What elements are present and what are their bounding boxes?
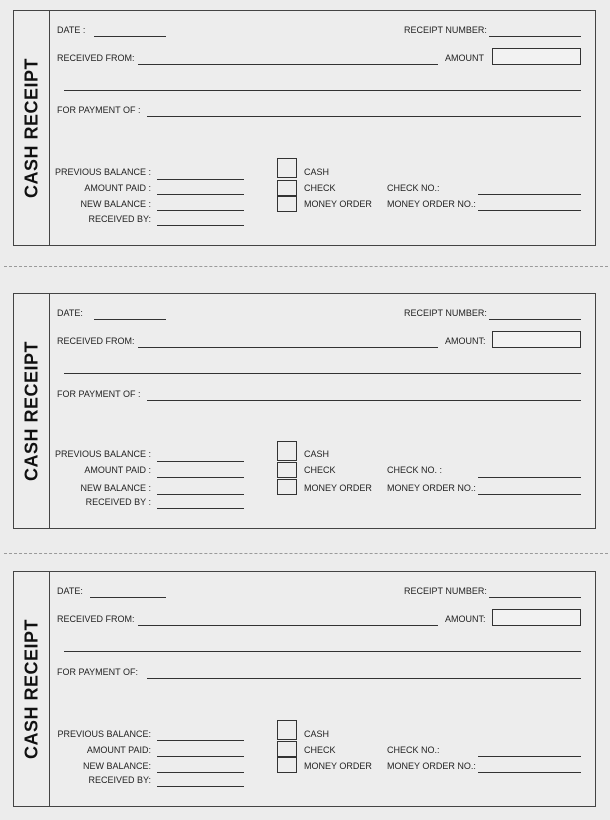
receipt-number-label: RECEIPT NUMBER: xyxy=(404,25,487,35)
previous-balance-field[interactable] xyxy=(157,461,244,462)
amount-box[interactable] xyxy=(492,609,581,626)
amount-label: AMOUNT: xyxy=(445,614,486,624)
receipt-side-panel xyxy=(14,572,50,806)
money-order-no-label: MONEY ORDER NO.: xyxy=(387,761,476,771)
money-order-label: MONEY ORDER xyxy=(304,761,372,771)
check-checkbox[interactable] xyxy=(277,180,297,196)
money-order-checkbox[interactable] xyxy=(277,196,297,212)
date-label: DATE: xyxy=(57,308,83,318)
cash-checkbox[interactable] xyxy=(277,720,297,740)
for-payment-of-label: FOR PAYMENT OF : xyxy=(57,389,141,399)
money-order-label: MONEY ORDER xyxy=(304,199,372,209)
received-by-field[interactable] xyxy=(157,786,244,787)
cash-label: CASH xyxy=(304,449,330,459)
amount-label: AMOUNT xyxy=(445,53,484,63)
cash-checkbox[interactable] xyxy=(277,158,297,178)
amount-paid-label: AMOUNT PAID: xyxy=(86,745,151,755)
money-order-checkbox[interactable] xyxy=(277,479,297,495)
amount-box[interactable] xyxy=(492,331,581,348)
amount-label: AMOUNT: xyxy=(445,336,486,346)
check-no-field[interactable] xyxy=(478,756,581,757)
receipt-title: CASH RECEIPT xyxy=(21,340,42,482)
received-from-field[interactable] xyxy=(138,64,438,65)
receipt-number-field[interactable] xyxy=(489,319,581,320)
amount-paid-field[interactable] xyxy=(157,756,244,757)
received-by-label: RECEIVED BY: xyxy=(88,775,151,785)
check-no-label: CHECK NO. : xyxy=(387,465,443,475)
date-field[interactable] xyxy=(90,597,166,598)
money-order-no-field[interactable] xyxy=(478,772,581,773)
money-order-no-field[interactable] xyxy=(478,210,581,211)
check-checkbox[interactable] xyxy=(277,462,297,478)
new-balance-label: NEW BALANCE: xyxy=(82,761,151,771)
received-from-label: RECEIVED FROM: xyxy=(57,53,135,63)
amount-paid-field[interactable] xyxy=(157,194,244,195)
receipt-number-field[interactable] xyxy=(489,597,581,598)
date-label: DATE: xyxy=(57,586,83,596)
date-field[interactable] xyxy=(94,319,166,320)
previous-balance-label: PREVIOUS BALANCE : xyxy=(54,167,151,177)
receipt-number-field[interactable] xyxy=(489,36,581,37)
receipt-side-panel xyxy=(14,11,50,245)
money-order-no-label: MONEY ORDER NO.: xyxy=(387,199,476,209)
new-balance-label: NEW BALANCE : xyxy=(80,483,151,493)
received-by-label: RECEIVED BY : xyxy=(85,497,151,507)
amount-box[interactable] xyxy=(492,48,581,65)
blank-line[interactable] xyxy=(64,90,581,91)
check-label: CHECK xyxy=(304,183,336,193)
previous-balance-label: PREVIOUS BALANCE: xyxy=(57,729,151,739)
received-by-label: RECEIVED BY: xyxy=(88,214,151,224)
new-balance-label: NEW BALANCE : xyxy=(80,199,151,209)
check-no-field[interactable] xyxy=(478,477,581,478)
date-field[interactable] xyxy=(94,36,166,37)
received-from-label: RECEIVED FROM: xyxy=(57,336,135,346)
cash-checkbox[interactable] xyxy=(277,441,297,461)
amount-paid-field[interactable] xyxy=(157,477,244,478)
received-from-label: RECEIVED FROM: xyxy=(57,614,135,624)
for-payment-of-field[interactable] xyxy=(147,400,581,401)
receipt-2 xyxy=(13,293,596,529)
money-order-no-field[interactable] xyxy=(478,494,581,495)
amount-paid-label: AMOUNT PAID : xyxy=(84,183,151,193)
receipt-3 xyxy=(13,571,596,807)
for-payment-of-field[interactable] xyxy=(147,678,581,679)
money-order-no-label: MONEY ORDER NO.: xyxy=(387,483,476,493)
receipt-number-label: RECEIPT NUMBER: xyxy=(404,308,487,318)
for-payment-of-label: FOR PAYMENT OF : xyxy=(57,105,141,115)
receipt-title: CASH RECEIPT xyxy=(21,57,42,199)
check-no-field[interactable] xyxy=(478,194,581,195)
check-checkbox[interactable] xyxy=(277,741,297,757)
new-balance-field[interactable] xyxy=(157,494,244,495)
cash-label: CASH xyxy=(304,167,330,177)
receipt-1 xyxy=(13,10,596,246)
cash-label: CASH xyxy=(304,729,330,739)
blank-line[interactable] xyxy=(64,373,581,374)
receipt-side-panel xyxy=(14,294,50,528)
received-by-field[interactable] xyxy=(157,225,244,226)
previous-balance-field[interactable] xyxy=(157,179,244,180)
for-payment-of-field[interactable] xyxy=(147,116,581,117)
cut-line xyxy=(4,553,608,554)
receipt-title: CASH RECEIPT xyxy=(21,618,42,760)
amount-paid-label: AMOUNT PAID : xyxy=(84,465,151,475)
for-payment-of-label: FOR PAYMENT OF: xyxy=(57,667,139,677)
received-from-field[interactable] xyxy=(138,625,438,626)
check-label: CHECK xyxy=(304,465,336,475)
date-label: DATE : xyxy=(57,25,86,35)
money-order-label: MONEY ORDER xyxy=(304,483,372,493)
money-order-checkbox[interactable] xyxy=(277,757,297,773)
receipt-number-label: RECEIPT NUMBER: xyxy=(404,586,487,596)
received-by-field[interactable] xyxy=(157,508,244,509)
previous-balance-field[interactable] xyxy=(157,740,244,741)
cut-line xyxy=(4,266,608,267)
new-balance-field[interactable] xyxy=(157,772,244,773)
received-from-field[interactable] xyxy=(138,347,438,348)
new-balance-field[interactable] xyxy=(157,210,244,211)
check-no-label: CHECK NO.: xyxy=(387,183,440,193)
previous-balance-label: PREVIOUS BALANCE : xyxy=(54,449,151,459)
blank-line[interactable] xyxy=(64,651,581,652)
check-no-label: CHECK NO.: xyxy=(387,745,440,755)
check-label: CHECK xyxy=(304,745,336,755)
